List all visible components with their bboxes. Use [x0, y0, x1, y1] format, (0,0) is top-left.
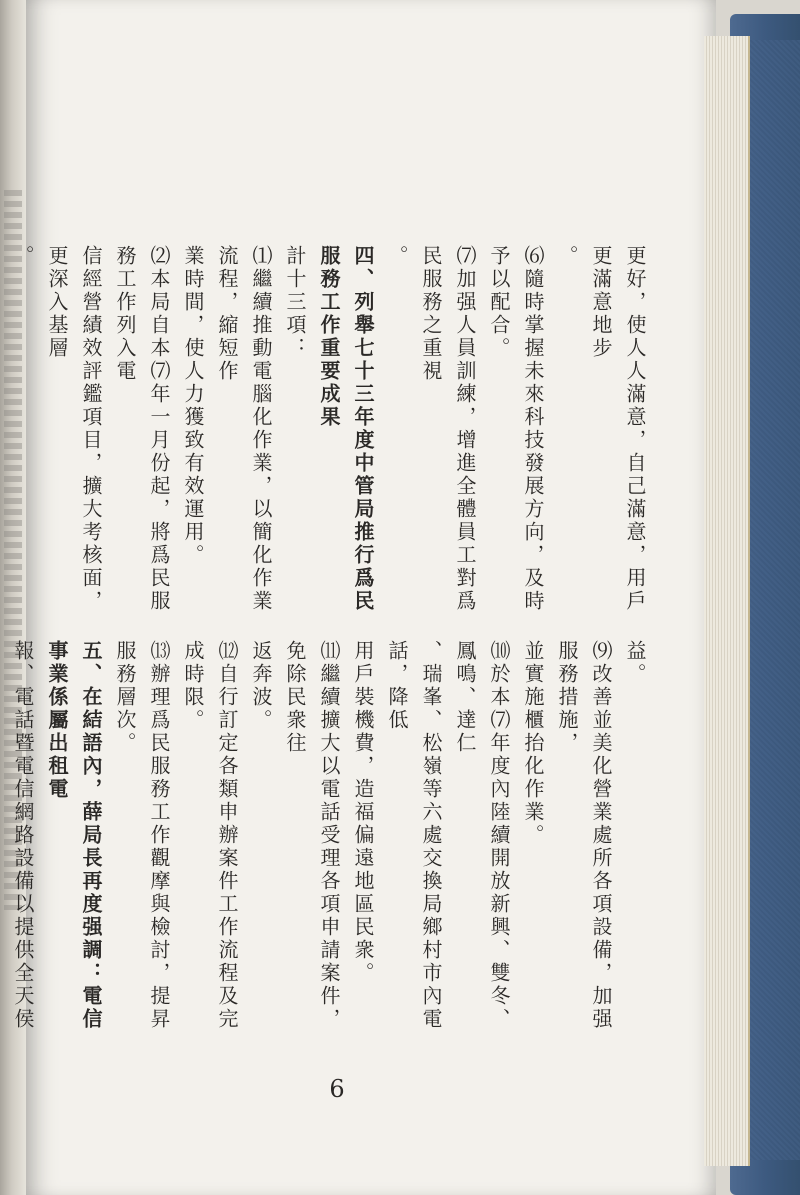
text-line: ⒀辦理爲民服務工作觀摩與檢討，提昇服務層次。: [113, 640, 171, 1031]
text-line: 報、電話暨電信網路設備以提供全天侯: [11, 640, 35, 1031]
text-line: ⑴繼續推動電腦化作業，以簡化作業流程，縮短作: [215, 245, 273, 613]
page-stack-edge: [704, 36, 750, 1166]
text-line: 益。: [623, 640, 647, 686]
cover-texture: [746, 40, 800, 1160]
text-line: ⑽於本⑺年度內陸續開放新興、雙冬、鳳鳴、達仁: [453, 640, 511, 1031]
text-line: ⑼改善並美化營業處所各項設備，加强服務措施，: [555, 640, 613, 1031]
text-line: 五、在結語內，薛局長再度强調：電信事業係屬出租電: [45, 640, 103, 1031]
text-line: 。: [11, 245, 35, 268]
text-line: 信經營績效評鑑項目，擴大考核面，更深入基層: [45, 245, 103, 613]
page-number: 6: [329, 1075, 345, 1103]
text-line: 、瑞峯、松嶺等六處交換局鄉村市內電話，降低: [385, 640, 443, 1031]
text-line: ⑾繼續擴大以電話受理各項申請案件，免除民衆往: [283, 640, 341, 1031]
text-line: 計十三項：: [283, 245, 307, 360]
text-line: 更好，使人人滿意，自己滿意，用戶更滿意地步: [589, 245, 647, 613]
text-line: 。: [555, 245, 579, 268]
text-line: 。: [385, 245, 409, 268]
text-line: 返奔波。: [249, 640, 273, 732]
bottom-text-block: [11, 640, 652, 1050]
text-line: ⑿自行訂定各類申辦案件工作流程及完成時限。: [181, 640, 239, 1031]
text-line: 並實施櫃抬化作業。: [521, 640, 545, 847]
text-line: 用戶裝機費，造福偏遠地區民衆。: [351, 640, 375, 985]
text-line: ⑹隨時掌握未來科技發展方向，及時予以配合。: [487, 245, 545, 613]
text-line: ⑵本局自本⑺年一月份起，將爲民服務工作列入電: [113, 245, 171, 613]
text-line: [0, 245, 6, 635]
text-line: 業時間，使人力獲致有效運用。: [181, 245, 205, 567]
top-text-block: [11, 245, 652, 635]
text-line: 四、列舉七十三年度中管局推行爲民服務工作重要成果: [317, 245, 375, 613]
text-line: ⑺加强人員訓練，增進全體員工對爲民服務之重視: [419, 245, 477, 613]
